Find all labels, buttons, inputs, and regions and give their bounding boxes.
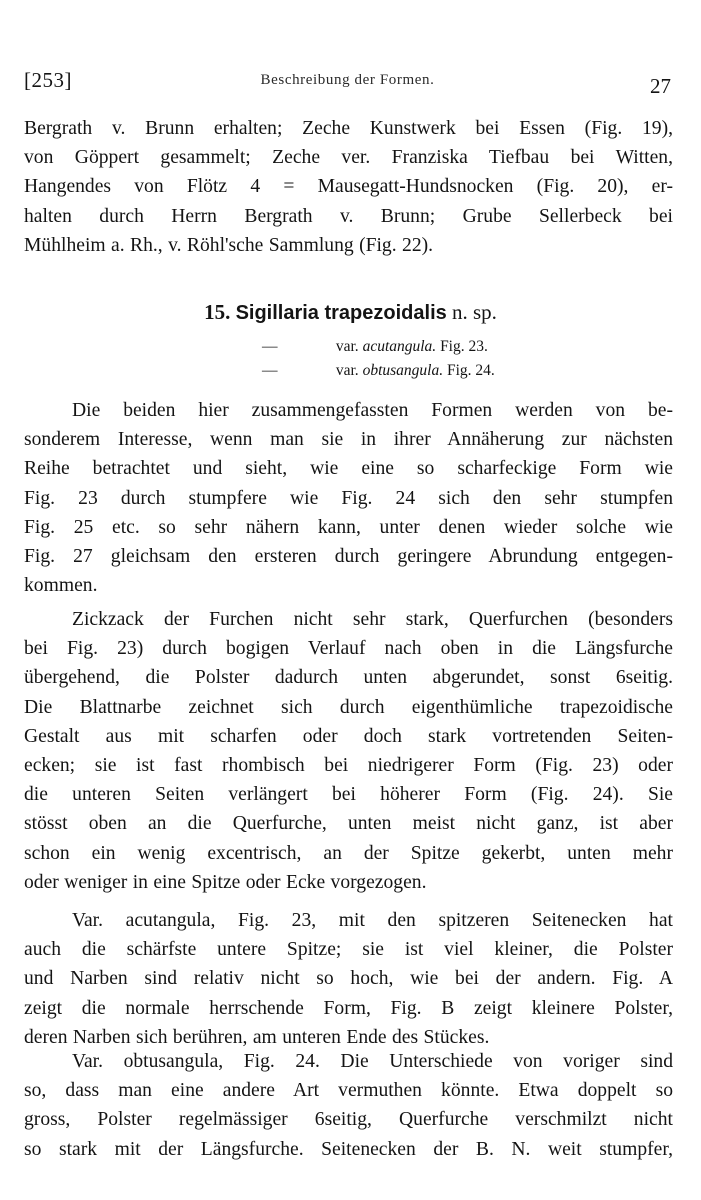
text-line: die unteren Seiten verlängert bei höherer Form (Fig. 24). Sie	[24, 784, 673, 806]
paragraph-4	[24, 906, 673, 1052]
text-line: Mühlheim a. Rh., v. Röhl'sche Sammlung (Fig. 22).	[24, 234, 434, 256]
species-suffix: n. sp.	[452, 300, 497, 324]
text-line: deren Narben sich berühren, am unteren Ende des Stückes.	[24, 1026, 490, 1048]
text-line: Zickzack der Furchen nicht sehr stark, Querfurchen (besonders	[72, 609, 673, 630]
text-line: Var. obtusangula, Fig. 24. Die Unterschiede von voriger sind	[72, 1051, 673, 1072]
text-line: so stark mit der Längsfurche. Seitenecken der B. N. weit stumpfer,	[24, 1138, 673, 1160]
text-line: bei Fig. 23) durch bogigen Verlauf nach oben in die Längsfurche	[24, 638, 673, 660]
text-line: Die beiden hier zusammengefassten Formen werden von be-	[72, 400, 673, 421]
text-line: Hangendes von Flötz 4 = Mausegatt-Hundsnocken (Fig. 20), er-	[24, 176, 673, 198]
species-heading	[0, 300, 701, 325]
running-title: Beschreibung der Formen.	[260, 72, 435, 88]
page-number: 27	[650, 74, 671, 98]
text-line: Fig. 25 etc. so sehr nähern kann, unter denen wieder solche wie	[24, 516, 673, 538]
text-line: Reihe betrachtet und sieht, wie eine so scharfeckige Form wie	[24, 458, 673, 480]
species-name: Sigillaria trapezoidalis	[235, 302, 447, 324]
text-line: Die Blattnarbe zeichnet sich durch eigenthümliche trapezoidische	[24, 696, 673, 718]
variety-dash: —	[262, 338, 278, 355]
page-reference: [253]	[24, 68, 72, 92]
text-line: ecken; sie ist fast rhombisch bei niedrigerer Form (Fig. 23) oder	[24, 754, 673, 776]
paragraph-1	[24, 114, 673, 260]
text-line: schon ein wenig excentrisch, an der Spitze gekerbt, unten mehr	[24, 842, 673, 864]
text-line: sonderem Interesse, wenn man sie in ihrer Annäherung zur nächsten	[24, 429, 673, 451]
variety-dash: —	[262, 362, 278, 379]
text-line: halten durch Herrn Bergrath v. Brunn; Grube Sellerbeck bei	[24, 205, 673, 227]
species-number: 15.	[204, 300, 231, 324]
text-line: Fig. 23 durch stumpfere wie Fig. 24 sich den sehr stumpfen	[24, 487, 673, 509]
text-line: Bergrath v. Brunn erhalten; Zeche Kunstwerk bei Essen (Fig. 19),	[24, 118, 673, 139]
text-line: Var. acutangula, Fig. 23, mit den spitzeren Seitenecken hat	[72, 910, 673, 931]
variety-name: acutangula.	[362, 338, 437, 355]
text-line: so, dass man eine andere Art vermuthen könnte. Etwa doppelt so	[24, 1080, 673, 1102]
page-header	[24, 68, 671, 98]
variety-figure: Fig. 24.	[446, 362, 495, 379]
variety-name: obtusangula.	[362, 362, 444, 379]
variety-figure: Fig. 23.	[440, 338, 488, 355]
variety-line	[262, 362, 495, 380]
variety-prefix: var.	[335, 338, 359, 355]
text-line: Fig. 27 gleichsam den ersteren durch geringere Abrundung entgegen-	[24, 545, 673, 567]
text-line: und Narben sind relativ nicht so hoch, wie bei der andern. Fig. A	[24, 968, 673, 990]
paragraph-2	[24, 396, 673, 600]
text-line: übergehend, die Polster dadurch unten abgerundet, sonst 6seitig.	[24, 667, 673, 689]
text-line: Gestalt aus mit scharfen oder doch stark vortretenden Seiten-	[24, 725, 673, 747]
variety-line	[262, 338, 488, 356]
text-line: gross, Polster regelmässiger 6seitig, Querfurche verschmilzt nicht	[24, 1109, 673, 1131]
text-line: kommen.	[24, 575, 98, 597]
paragraph-5	[24, 1047, 673, 1164]
text-line: stösst oben an die Querfurche, unten meist nicht ganz, ist aber	[24, 813, 673, 835]
text-line: von Göppert gesammelt; Zeche ver. Franziska Tiefbau bei Witten,	[24, 147, 673, 169]
text-line: zeigt die normale herrschende Form, Fig. B zeigt kleinere Polster,	[24, 997, 673, 1019]
paragraph-3	[24, 605, 673, 897]
variety-prefix: var.	[335, 362, 359, 379]
text-line: oder weniger in eine Spitze oder Ecke vorgezogen.	[24, 871, 427, 893]
text-line: auch die schärfste untere Spitze; sie ist viel kleiner, die Polster	[24, 939, 673, 961]
